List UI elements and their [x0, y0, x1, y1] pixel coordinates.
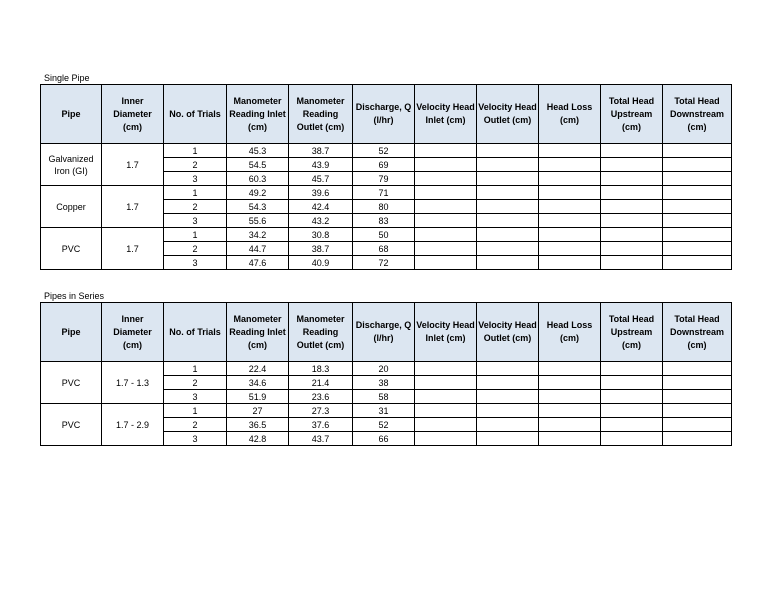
- diameter-cell: 1.7: [102, 144, 164, 186]
- head-loss-cell: [539, 228, 601, 242]
- manometer-inlet-cell: 47.6: [227, 256, 289, 270]
- trial-cell: 2: [164, 418, 227, 432]
- column-header: No. of Trials: [164, 303, 227, 362]
- manometer-inlet-cell: 54.5: [227, 158, 289, 172]
- column-header: Inner Diameter (cm): [102, 303, 164, 362]
- manometer-outlet-cell: 38.7: [289, 242, 353, 256]
- velocity-head-inlet-cell: [415, 228, 477, 242]
- total-head-upstream-cell: [601, 172, 663, 186]
- column-header: Manometer Reading Outlet (cm): [289, 303, 353, 362]
- total-head-downstream-cell: [663, 158, 732, 172]
- diameter-cell: 1.7 - 2.9: [102, 404, 164, 446]
- manometer-outlet-cell: 27.3: [289, 404, 353, 418]
- table-row: [41, 404, 732, 418]
- total-head-downstream-cell: [663, 362, 732, 376]
- discharge-cell: 20: [353, 362, 415, 376]
- head-loss-cell: [539, 256, 601, 270]
- single-pipe-title: Single Pipe: [44, 73, 90, 83]
- column-header: Velocity Head Inlet (cm): [415, 303, 477, 362]
- trial-cell: 2: [164, 158, 227, 172]
- manometer-outlet-cell: 43.9: [289, 158, 353, 172]
- table-row: [41, 186, 732, 200]
- pipe-cell: PVC: [41, 362, 102, 404]
- trial-cell: 3: [164, 172, 227, 186]
- header-row: [41, 85, 732, 144]
- single-pipe-table: [40, 84, 732, 270]
- discharge-cell: 72: [353, 256, 415, 270]
- discharge-cell: 79: [353, 172, 415, 186]
- column-header: Manometer Reading Outlet (cm): [289, 85, 353, 144]
- trial-cell: 3: [164, 390, 227, 404]
- head-loss-cell: [539, 242, 601, 256]
- table-header: [41, 85, 732, 144]
- velocity-head-inlet-cell: [415, 172, 477, 186]
- total-head-downstream-cell: [663, 200, 732, 214]
- total-head-upstream-cell: [601, 214, 663, 228]
- discharge-cell: 83: [353, 214, 415, 228]
- trial-cell: 3: [164, 256, 227, 270]
- head-loss-cell: [539, 214, 601, 228]
- total-head-upstream-cell: [601, 158, 663, 172]
- table-row: [41, 228, 732, 242]
- column-header: Total Head Upstream (cm): [601, 85, 663, 144]
- table-row: [41, 362, 732, 376]
- total-head-upstream-cell: [601, 200, 663, 214]
- total-head-upstream-cell: [601, 390, 663, 404]
- discharge-cell: 31: [353, 404, 415, 418]
- column-header: Head Loss (cm): [539, 85, 601, 144]
- manometer-outlet-cell: 21.4: [289, 376, 353, 390]
- manometer-inlet-cell: 27: [227, 404, 289, 418]
- head-loss-cell: [539, 144, 601, 158]
- head-loss-cell: [539, 362, 601, 376]
- trial-cell: 1: [164, 404, 227, 418]
- manometer-outlet-cell: 42.4: [289, 200, 353, 214]
- column-header: Velocity Head Outlet (cm): [477, 303, 539, 362]
- total-head-upstream-cell: [601, 228, 663, 242]
- manometer-inlet-cell: 54.3: [227, 200, 289, 214]
- column-header: Discharge, Q (l/hr): [353, 303, 415, 362]
- velocity-head-outlet-cell: [477, 158, 539, 172]
- velocity-head-outlet-cell: [477, 186, 539, 200]
- pipes-in-series-table: [40, 302, 732, 446]
- discharge-cell: 71: [353, 186, 415, 200]
- column-header: Total Head Upstream (cm): [601, 303, 663, 362]
- head-loss-cell: [539, 200, 601, 214]
- manometer-inlet-cell: 34.6: [227, 376, 289, 390]
- total-head-downstream-cell: [663, 172, 732, 186]
- velocity-head-inlet-cell: [415, 158, 477, 172]
- manometer-inlet-cell: 49.2: [227, 186, 289, 200]
- total-head-upstream-cell: [601, 404, 663, 418]
- table-header: [41, 303, 732, 362]
- column-header: Discharge, Q (l/hr): [353, 85, 415, 144]
- velocity-head-inlet-cell: [415, 432, 477, 446]
- column-header: Head Loss (cm): [539, 303, 601, 362]
- velocity-head-outlet-cell: [477, 256, 539, 270]
- head-loss-cell: [539, 390, 601, 404]
- trial-cell: 1: [164, 362, 227, 376]
- column-header: Velocity Head Outlet (cm): [477, 85, 539, 144]
- total-head-upstream-cell: [601, 242, 663, 256]
- head-loss-cell: [539, 158, 601, 172]
- manometer-outlet-cell: 43.2: [289, 214, 353, 228]
- pipe-cell: PVC: [41, 404, 102, 446]
- manometer-outlet-cell: 18.3: [289, 362, 353, 376]
- total-head-downstream-cell: [663, 256, 732, 270]
- manometer-inlet-cell: 36.5: [227, 418, 289, 432]
- velocity-head-inlet-cell: [415, 242, 477, 256]
- manometer-outlet-cell: 23.6: [289, 390, 353, 404]
- discharge-cell: 68: [353, 242, 415, 256]
- manometer-outlet-cell: 43.7: [289, 432, 353, 446]
- velocity-head-outlet-cell: [477, 376, 539, 390]
- total-head-upstream-cell: [601, 256, 663, 270]
- velocity-head-outlet-cell: [477, 242, 539, 256]
- manometer-outlet-cell: 45.7: [289, 172, 353, 186]
- head-loss-cell: [539, 432, 601, 446]
- column-header: Pipe: [41, 303, 102, 362]
- trial-cell: 2: [164, 242, 227, 256]
- velocity-head-inlet-cell: [415, 256, 477, 270]
- total-head-downstream-cell: [663, 214, 732, 228]
- total-head-downstream-cell: [663, 432, 732, 446]
- discharge-cell: 52: [353, 418, 415, 432]
- column-header: Velocity Head Inlet (cm): [415, 85, 477, 144]
- velocity-head-outlet-cell: [477, 200, 539, 214]
- manometer-outlet-cell: 38.7: [289, 144, 353, 158]
- diameter-cell: 1.7: [102, 186, 164, 228]
- discharge-cell: 66: [353, 432, 415, 446]
- velocity-head-outlet-cell: [477, 144, 539, 158]
- head-loss-cell: [539, 404, 601, 418]
- velocity-head-inlet-cell: [415, 144, 477, 158]
- discharge-cell: 38: [353, 376, 415, 390]
- manometer-outlet-cell: 40.9: [289, 256, 353, 270]
- total-head-downstream-cell: [663, 376, 732, 390]
- total-head-upstream-cell: [601, 186, 663, 200]
- trial-cell: 1: [164, 186, 227, 200]
- manometer-inlet-cell: 60.3: [227, 172, 289, 186]
- discharge-cell: 58: [353, 390, 415, 404]
- column-header: Manometer Reading Inlet (cm): [227, 303, 289, 362]
- manometer-outlet-cell: 37.6: [289, 418, 353, 432]
- manometer-outlet-cell: 39.6: [289, 186, 353, 200]
- manometer-inlet-cell: 22.4: [227, 362, 289, 376]
- total-head-upstream-cell: [601, 418, 663, 432]
- pipe-cell: PVC: [41, 228, 102, 270]
- header-row: [41, 303, 732, 362]
- total-head-downstream-cell: [663, 390, 732, 404]
- total-head-upstream-cell: [601, 432, 663, 446]
- trial-cell: 3: [164, 432, 227, 446]
- manometer-inlet-cell: 45.3: [227, 144, 289, 158]
- velocity-head-inlet-cell: [415, 362, 477, 376]
- head-loss-cell: [539, 376, 601, 390]
- total-head-upstream-cell: [601, 362, 663, 376]
- manometer-inlet-cell: 51.9: [227, 390, 289, 404]
- total-head-downstream-cell: [663, 242, 732, 256]
- manometer-inlet-cell: 55.6: [227, 214, 289, 228]
- column-header: Manometer Reading Inlet (cm): [227, 85, 289, 144]
- trial-cell: 2: [164, 200, 227, 214]
- manometer-inlet-cell: 34.2: [227, 228, 289, 242]
- velocity-head-inlet-cell: [415, 418, 477, 432]
- column-header: Total Head Downstream (cm): [663, 85, 732, 144]
- column-header: Pipe: [41, 85, 102, 144]
- total-head-downstream-cell: [663, 228, 732, 242]
- total-head-downstream-cell: [663, 144, 732, 158]
- manometer-inlet-cell: 42.8: [227, 432, 289, 446]
- total-head-upstream-cell: [601, 376, 663, 390]
- diameter-cell: 1.7 - 1.3: [102, 362, 164, 404]
- total-head-downstream-cell: [663, 404, 732, 418]
- velocity-head-inlet-cell: [415, 404, 477, 418]
- trial-cell: 2: [164, 376, 227, 390]
- head-loss-cell: [539, 186, 601, 200]
- trial-cell: 1: [164, 228, 227, 242]
- velocity-head-outlet-cell: [477, 432, 539, 446]
- diameter-cell: 1.7: [102, 228, 164, 270]
- total-head-downstream-cell: [663, 186, 732, 200]
- discharge-cell: 50: [353, 228, 415, 242]
- velocity-head-outlet-cell: [477, 228, 539, 242]
- manometer-inlet-cell: 44.7: [227, 242, 289, 256]
- trial-cell: 3: [164, 214, 227, 228]
- pipe-cell: Galvanized Iron (GI): [41, 144, 102, 186]
- head-loss-cell: [539, 172, 601, 186]
- column-header: No. of Trials: [164, 85, 227, 144]
- velocity-head-outlet-cell: [477, 418, 539, 432]
- velocity-head-inlet-cell: [415, 186, 477, 200]
- column-header: Total Head Downstream (cm): [663, 303, 732, 362]
- velocity-head-inlet-cell: [415, 214, 477, 228]
- velocity-head-inlet-cell: [415, 200, 477, 214]
- trial-cell: 1: [164, 144, 227, 158]
- velocity-head-outlet-cell: [477, 390, 539, 404]
- pipe-cell: Copper: [41, 186, 102, 228]
- discharge-cell: 69: [353, 158, 415, 172]
- velocity-head-outlet-cell: [477, 362, 539, 376]
- discharge-cell: 80: [353, 200, 415, 214]
- table-body: [41, 144, 732, 270]
- discharge-cell: 52: [353, 144, 415, 158]
- head-loss-cell: [539, 418, 601, 432]
- total-head-downstream-cell: [663, 418, 732, 432]
- pipes-in-series-title: Pipes in Series: [44, 291, 105, 301]
- velocity-head-outlet-cell: [477, 404, 539, 418]
- velocity-head-outlet-cell: [477, 172, 539, 186]
- velocity-head-inlet-cell: [415, 390, 477, 404]
- total-head-upstream-cell: [601, 144, 663, 158]
- velocity-head-outlet-cell: [477, 214, 539, 228]
- column-header: Inner Diameter (cm): [102, 85, 164, 144]
- table-body: [41, 362, 732, 446]
- table-row: [41, 144, 732, 158]
- velocity-head-inlet-cell: [415, 376, 477, 390]
- manometer-outlet-cell: 30.8: [289, 228, 353, 242]
